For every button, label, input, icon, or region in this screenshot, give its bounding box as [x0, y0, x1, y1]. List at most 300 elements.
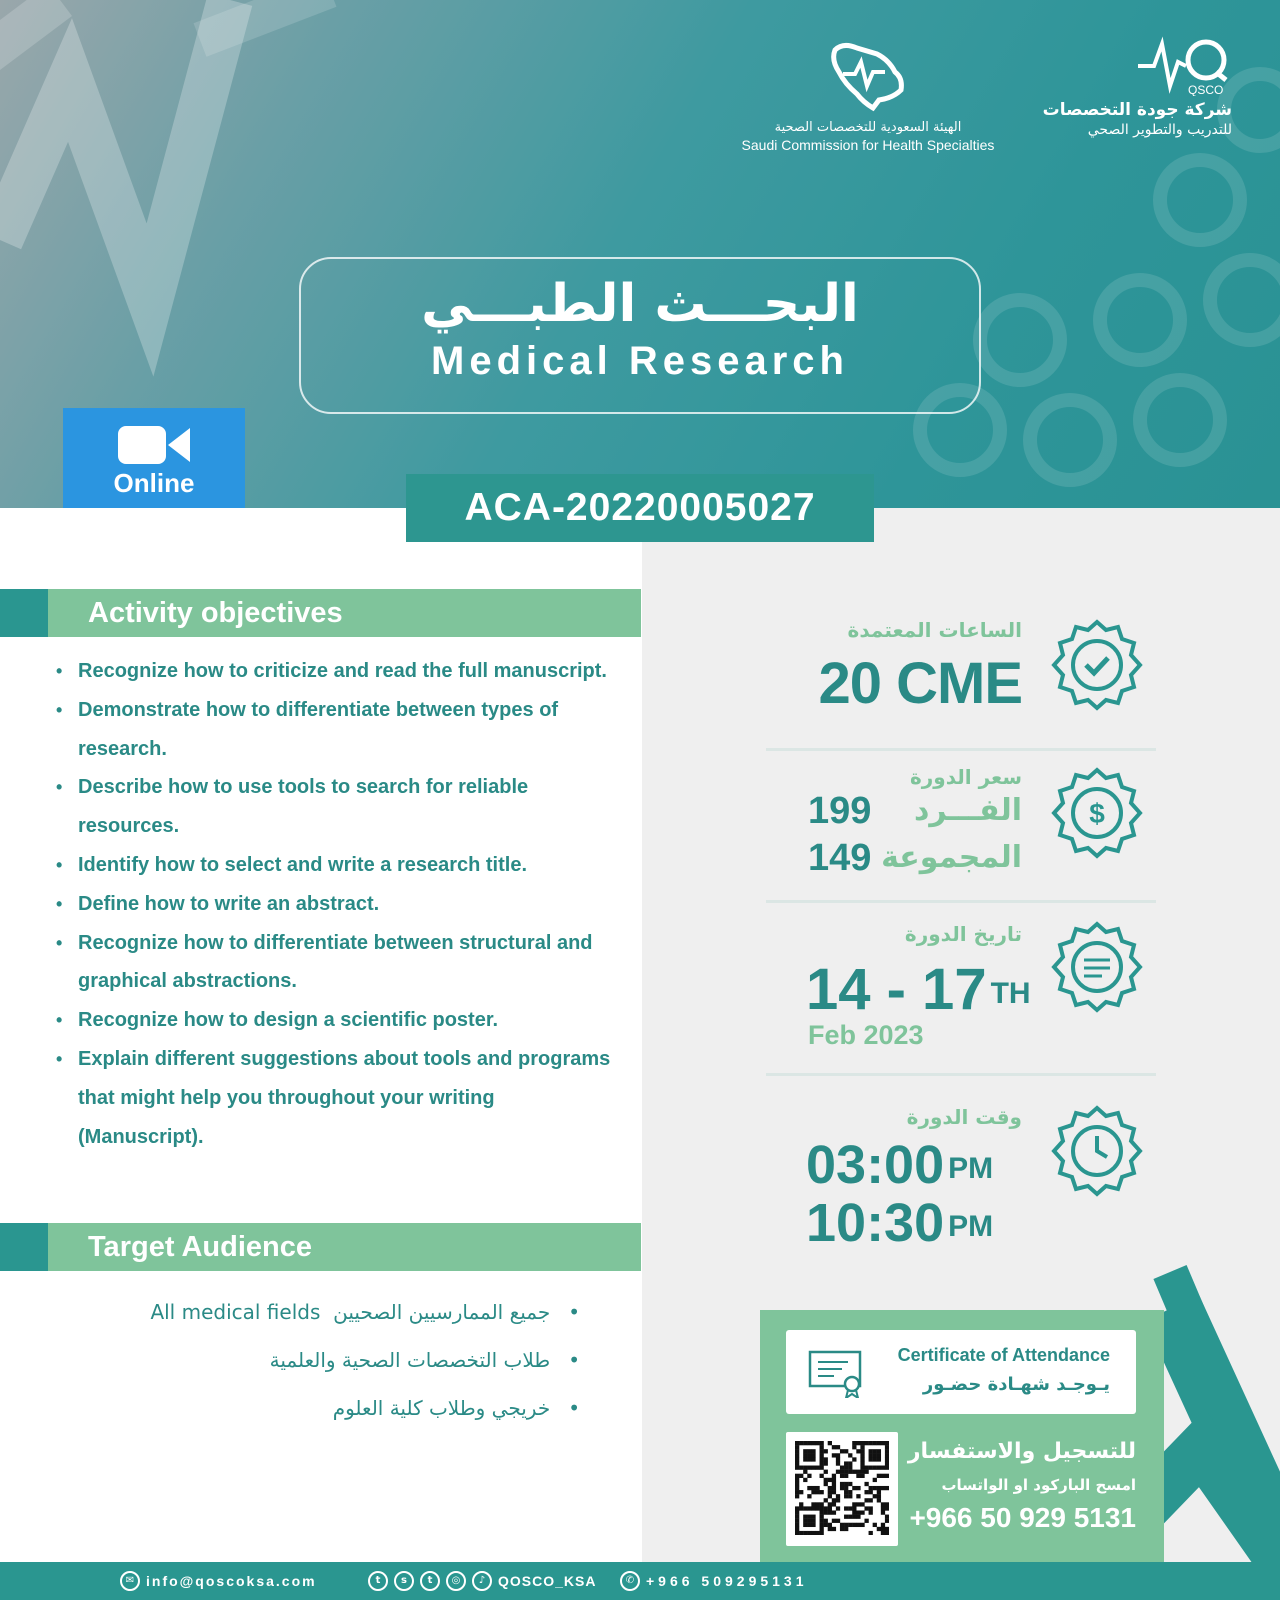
qosco-logo-text: QSCO	[1188, 83, 1224, 96]
qr-module	[881, 1531, 885, 1535]
footer-bar	[0, 1562, 1280, 1600]
time-end-value: 10:30	[806, 1193, 945, 1253]
qr-module	[881, 1523, 885, 1527]
qr-module	[795, 1461, 799, 1465]
qr-module	[860, 1457, 864, 1461]
qr-module	[803, 1441, 807, 1445]
footer-email[interactable]	[120, 1562, 317, 1600]
qr-module	[885, 1445, 889, 1449]
footer-social[interactable]	[368, 1562, 596, 1600]
qr-module	[881, 1486, 885, 1490]
qr-module	[811, 1490, 815, 1494]
qr-module	[869, 1449, 873, 1453]
time-row	[766, 1105, 1156, 1129]
qr-module	[848, 1515, 852, 1519]
qr-module	[852, 1445, 856, 1449]
audience-item-en: All medical fields	[150, 1300, 321, 1324]
qr-module	[848, 1470, 852, 1474]
qr-module	[824, 1506, 828, 1510]
qr-module	[803, 1523, 807, 1527]
qr-module	[828, 1441, 832, 1445]
qr-module	[873, 1441, 877, 1445]
qr-module	[828, 1486, 832, 1490]
qr-module	[795, 1445, 799, 1449]
audience-accent	[0, 1223, 48, 1271]
qr-module	[815, 1506, 819, 1510]
qr-module	[828, 1494, 832, 1498]
qr-module	[885, 1531, 889, 1535]
qr-module	[828, 1510, 832, 1514]
qr-module	[860, 1445, 864, 1449]
qr-module	[828, 1506, 832, 1510]
date-label: تاريخ الدورة	[904, 922, 1022, 946]
qr-module	[840, 1449, 844, 1453]
qr-module	[881, 1502, 885, 1506]
qr-module	[877, 1441, 881, 1445]
qr-module	[815, 1486, 819, 1490]
qr-module	[824, 1519, 828, 1523]
qr-module	[811, 1466, 815, 1470]
qr-module	[824, 1510, 828, 1514]
qr-module	[856, 1494, 860, 1498]
qr-module	[881, 1466, 885, 1470]
qr-module	[820, 1510, 824, 1514]
qr-module	[795, 1527, 799, 1531]
qr-module	[799, 1531, 803, 1535]
qr-module	[820, 1466, 824, 1470]
qr-module	[820, 1445, 824, 1449]
price-group	[800, 836, 1022, 880]
qr-module	[860, 1441, 864, 1445]
qr-module	[824, 1457, 828, 1461]
qr-module	[844, 1474, 848, 1478]
qr-module	[869, 1510, 873, 1514]
qr-module	[811, 1449, 815, 1453]
schs-logo	[718, 38, 1018, 153]
qr-module	[836, 1457, 840, 1461]
qr-module	[844, 1470, 848, 1474]
qr-module	[840, 1486, 844, 1490]
qr-module	[856, 1474, 860, 1478]
footer-social-handle: QOSCO_KSA	[498, 1573, 597, 1589]
qr-module	[848, 1482, 852, 1486]
qr-module	[836, 1494, 840, 1498]
qr-module	[848, 1461, 852, 1465]
schs-name-en: Saudi Commission for Health Specialties	[741, 137, 995, 153]
qr-module	[795, 1474, 799, 1478]
qr-module	[873, 1478, 877, 1482]
qr-module	[807, 1441, 811, 1445]
qosco-name-ar: شركة جودة التخصصات	[1042, 100, 1232, 120]
qr-module	[824, 1470, 828, 1474]
qr-module	[856, 1486, 860, 1490]
qr-module	[799, 1441, 803, 1445]
qr-module	[807, 1449, 811, 1453]
registration-qr-code[interactable]	[786, 1432, 898, 1546]
footer-whatsapp[interactable]	[620, 1562, 808, 1600]
qr-module	[815, 1466, 819, 1470]
qr-module	[885, 1449, 889, 1453]
qr-module	[885, 1466, 889, 1470]
qr-module	[869, 1453, 873, 1457]
qr-module	[860, 1523, 864, 1527]
audience-item	[60, 1345, 580, 1375]
header-banner	[0, 0, 1280, 508]
qr-code-icon	[795, 1441, 889, 1535]
activity-code-badge: ACA-20220005027	[406, 474, 874, 542]
qr-module	[877, 1457, 881, 1461]
qr-module	[840, 1470, 844, 1474]
qr-module	[807, 1515, 811, 1519]
qr-module	[885, 1515, 889, 1519]
registration-phone[interactable]: +966 50 929 5131	[909, 1502, 1136, 1533]
qr-module	[844, 1466, 848, 1470]
qr-module	[811, 1457, 815, 1461]
qr-module	[848, 1490, 852, 1494]
info-divider	[766, 900, 1156, 903]
qr-module	[860, 1453, 864, 1457]
qr-module	[803, 1470, 807, 1474]
objectives-title: Activity objectives	[88, 597, 343, 629]
qr-module	[881, 1474, 885, 1478]
qr-module	[877, 1486, 881, 1490]
online-badge	[63, 408, 245, 508]
qr-module	[795, 1531, 799, 1535]
qr-module	[844, 1486, 848, 1490]
qr-module	[877, 1453, 881, 1457]
qr-module	[877, 1498, 881, 1502]
qr-module	[820, 1527, 824, 1531]
qr-module	[881, 1527, 885, 1531]
qr-module	[820, 1474, 824, 1478]
qr-module	[807, 1457, 811, 1461]
qr-module	[820, 1457, 824, 1461]
date-row	[766, 922, 1156, 946]
qr-module	[803, 1519, 807, 1523]
qr-module	[869, 1466, 873, 1470]
qr-module	[848, 1466, 852, 1470]
qr-module	[832, 1482, 836, 1486]
qr-module	[815, 1490, 819, 1494]
audience-header	[0, 1223, 641, 1271]
qr-module	[852, 1515, 856, 1519]
qr-module	[840, 1527, 844, 1531]
qr-module	[824, 1498, 828, 1502]
qosco-tagline-ar: للتدريب والتطوير الصحي	[1087, 122, 1232, 138]
qr-module	[820, 1441, 824, 1445]
qr-module	[828, 1523, 832, 1527]
qr-module	[864, 1441, 868, 1445]
qr-module	[820, 1461, 824, 1465]
qr-module	[873, 1523, 877, 1527]
qr-module	[824, 1523, 828, 1527]
qr-module	[873, 1449, 877, 1453]
qr-module	[807, 1519, 811, 1523]
qr-module	[811, 1515, 815, 1519]
qr-module	[828, 1502, 832, 1506]
registration-title: للتسجيل والاستفسار	[907, 1439, 1136, 1464]
qr-module	[832, 1527, 836, 1531]
qr-module	[844, 1523, 848, 1527]
qr-module	[856, 1441, 860, 1445]
bullet: •	[568, 1348, 580, 1372]
qr-module	[807, 1474, 811, 1478]
date-range	[806, 958, 1031, 1022]
qr-module	[856, 1523, 860, 1527]
qr-module	[803, 1478, 807, 1482]
qr-module	[864, 1506, 868, 1510]
qr-module	[860, 1461, 864, 1465]
qr-module	[803, 1506, 807, 1510]
qr-module	[881, 1441, 885, 1445]
qr-module	[832, 1478, 836, 1482]
qr-module	[844, 1461, 848, 1465]
qr-module	[820, 1519, 824, 1523]
course-title-en: Medical Research	[431, 339, 849, 383]
qr-module	[852, 1441, 856, 1445]
qr-module	[877, 1494, 881, 1498]
qr-module	[852, 1523, 856, 1527]
qr-module	[811, 1523, 815, 1527]
qr-module	[828, 1527, 832, 1531]
qr-module	[860, 1502, 864, 1506]
qr-module	[807, 1494, 811, 1498]
bullet: •	[568, 1396, 580, 1420]
price-individual	[800, 789, 1022, 833]
email-icon: ✉	[120, 1571, 140, 1591]
qr-module	[832, 1498, 836, 1502]
instagram-icon: ◎	[446, 1571, 466, 1591]
qr-module	[820, 1453, 824, 1457]
qr-module	[820, 1490, 824, 1494]
qr-module	[840, 1523, 844, 1527]
qr-module	[877, 1474, 881, 1478]
qr-module	[820, 1523, 824, 1527]
qr-module	[803, 1466, 807, 1470]
qr-module	[811, 1441, 815, 1445]
qr-module	[873, 1457, 877, 1461]
qr-module	[803, 1449, 807, 1453]
qr-module	[885, 1502, 889, 1506]
info-divider	[766, 748, 1156, 751]
qr-module	[836, 1445, 840, 1449]
qr-module	[832, 1510, 836, 1514]
qr-module	[807, 1531, 811, 1535]
date-suffix: TH	[990, 977, 1031, 1010]
qr-module	[824, 1482, 828, 1486]
objective-item: • Identify how to select and write a research title.	[52, 846, 612, 885]
qr-module	[815, 1531, 819, 1535]
registration-subtitle: امسح الباركود او الواتساب	[941, 1476, 1136, 1494]
qr-module	[795, 1457, 799, 1461]
time-start-suffix: PM	[948, 1152, 994, 1185]
qr-module	[864, 1490, 868, 1494]
qr-module	[811, 1506, 815, 1510]
credit-hours-value: 20 CME	[818, 651, 1022, 716]
course-title-box	[299, 257, 981, 414]
qr-module	[836, 1506, 840, 1510]
qr-module	[869, 1441, 873, 1445]
qr-module	[807, 1506, 811, 1510]
qr-module	[852, 1510, 856, 1514]
qr-module	[844, 1506, 848, 1510]
bullet: •	[568, 1300, 580, 1324]
certificate-icon	[808, 1348, 868, 1398]
objective-item: • Describe how to use tools to search for reliable resources.	[52, 768, 612, 846]
qr-module	[856, 1470, 860, 1474]
qr-module	[856, 1449, 860, 1453]
qr-module	[795, 1466, 799, 1470]
qr-module	[852, 1506, 856, 1510]
qr-module	[885, 1506, 889, 1510]
qr-module	[877, 1449, 881, 1453]
qr-module	[885, 1527, 889, 1531]
qr-module	[856, 1515, 860, 1519]
qr-module	[799, 1474, 803, 1478]
qr-module	[832, 1502, 836, 1506]
qr-module	[799, 1466, 803, 1470]
qr-module	[881, 1506, 885, 1510]
qr-module	[832, 1486, 836, 1490]
qr-module	[815, 1502, 819, 1506]
qr-module	[860, 1510, 864, 1514]
qr-module	[795, 1441, 799, 1445]
qr-module	[836, 1498, 840, 1502]
qr-module	[848, 1494, 852, 1498]
qr-module	[869, 1531, 873, 1535]
qr-module	[860, 1466, 864, 1470]
qr-module	[877, 1527, 881, 1531]
tiktok-icon: ♪	[472, 1571, 492, 1591]
qr-module	[836, 1519, 840, 1523]
qr-module	[885, 1453, 889, 1457]
qr-module	[828, 1490, 832, 1494]
qr-module	[844, 1449, 848, 1453]
schs-name-ar: الهيئة السعودية للتخصصات الصحية	[774, 120, 962, 135]
qr-module	[795, 1486, 799, 1490]
qr-module	[885, 1486, 889, 1490]
whatsapp-icon: ✆	[620, 1571, 640, 1591]
price-individual-value: 199	[808, 790, 872, 832]
qr-module	[811, 1486, 815, 1490]
qr-module	[832, 1519, 836, 1523]
time-end	[806, 1194, 1026, 1252]
qr-module	[795, 1490, 799, 1494]
qr-module	[856, 1502, 860, 1506]
certificate-box	[786, 1330, 1136, 1414]
qr-module	[864, 1470, 868, 1474]
qr-module	[795, 1482, 799, 1486]
qr-module	[803, 1515, 807, 1519]
qr-module	[864, 1498, 868, 1502]
qr-module	[795, 1494, 799, 1498]
qr-module	[852, 1486, 856, 1490]
qr-module	[803, 1453, 807, 1457]
qr-module	[832, 1490, 836, 1494]
qr-module	[795, 1478, 799, 1482]
qr-module	[811, 1453, 815, 1457]
audience-item-ar: جميع الممارسيين الصحيين	[333, 1300, 551, 1324]
time-end-suffix: PM	[948, 1210, 994, 1243]
qr-module	[869, 1498, 873, 1502]
qr-module	[820, 1449, 824, 1453]
footer-email-text: info@qoscoksa.com	[146, 1573, 317, 1589]
objective-item: • Recognize how to design a scientific poster.	[52, 1001, 612, 1040]
qr-module	[811, 1519, 815, 1523]
snapchat-icon: s	[394, 1571, 414, 1591]
qr-module	[840, 1474, 844, 1478]
objective-item: • Recognize how to criticize and read the full manuscript.	[52, 652, 612, 691]
price-group-label: المجموعة	[881, 840, 1022, 875]
qr-module	[873, 1486, 877, 1490]
audience-item	[60, 1393, 580, 1423]
qr-module	[869, 1486, 873, 1490]
qosco-logo	[1012, 36, 1232, 138]
qr-module	[807, 1486, 811, 1490]
qr-module	[885, 1519, 889, 1523]
qr-module	[795, 1506, 799, 1510]
qr-module	[869, 1457, 873, 1461]
qr-module	[824, 1461, 828, 1465]
qr-module	[799, 1490, 803, 1494]
price-row	[766, 765, 1156, 789]
qr-module	[881, 1510, 885, 1514]
qr-module	[848, 1523, 852, 1527]
qr-module	[807, 1523, 811, 1527]
price-group-value: 149	[808, 837, 872, 879]
online-label: Online	[113, 468, 195, 498]
objective-item: • Demonstrate how to differentiate between types of research.	[52, 691, 612, 769]
qr-module	[840, 1466, 844, 1470]
qr-module	[873, 1453, 877, 1457]
qr-module	[795, 1523, 799, 1527]
twitter-icon: t	[368, 1571, 388, 1591]
qr-module	[885, 1457, 889, 1461]
qr-module	[844, 1515, 848, 1519]
qr-module	[795, 1449, 799, 1453]
qr-module	[848, 1506, 852, 1510]
qr-module	[820, 1515, 824, 1519]
footer-whatsapp-text: +966 509295131	[646, 1573, 808, 1589]
qr-module	[860, 1470, 864, 1474]
audience-item-ar: طلاب التخصصات الصحية والعلمية	[269, 1348, 551, 1372]
credit-hours-label: الساعات المعتمدة	[847, 618, 1022, 642]
audience-item-ar: خريجي وطلاب كلية العلوم	[332, 1396, 551, 1420]
audience-title: Target Audience	[88, 1231, 312, 1263]
qr-module	[836, 1470, 840, 1474]
qr-module	[852, 1502, 856, 1506]
qr-module	[799, 1506, 803, 1510]
qr-module	[848, 1453, 852, 1457]
audience-item	[60, 1297, 580, 1327]
objective-item: • Explain different suggestions about tools and programs that might help you throughout your writing (Manuscript).	[52, 1040, 612, 1156]
video-camera-icon	[118, 424, 190, 466]
qr-module	[803, 1457, 807, 1461]
qr-module	[820, 1502, 824, 1506]
qr-module	[844, 1527, 848, 1531]
qr-module	[815, 1441, 819, 1445]
qr-module	[832, 1445, 836, 1449]
tumblr-icon: t	[420, 1571, 440, 1591]
objective-item: • Recognize how to differentiate between structural and graphical abstractions.	[52, 924, 612, 1002]
qr-module	[836, 1461, 840, 1465]
qr-module	[869, 1506, 873, 1510]
qr-module	[799, 1502, 803, 1506]
qr-module	[860, 1474, 864, 1478]
qr-module	[877, 1490, 881, 1494]
saudi-map-pulse-icon	[823, 38, 913, 112]
info-divider	[766, 1073, 1156, 1076]
